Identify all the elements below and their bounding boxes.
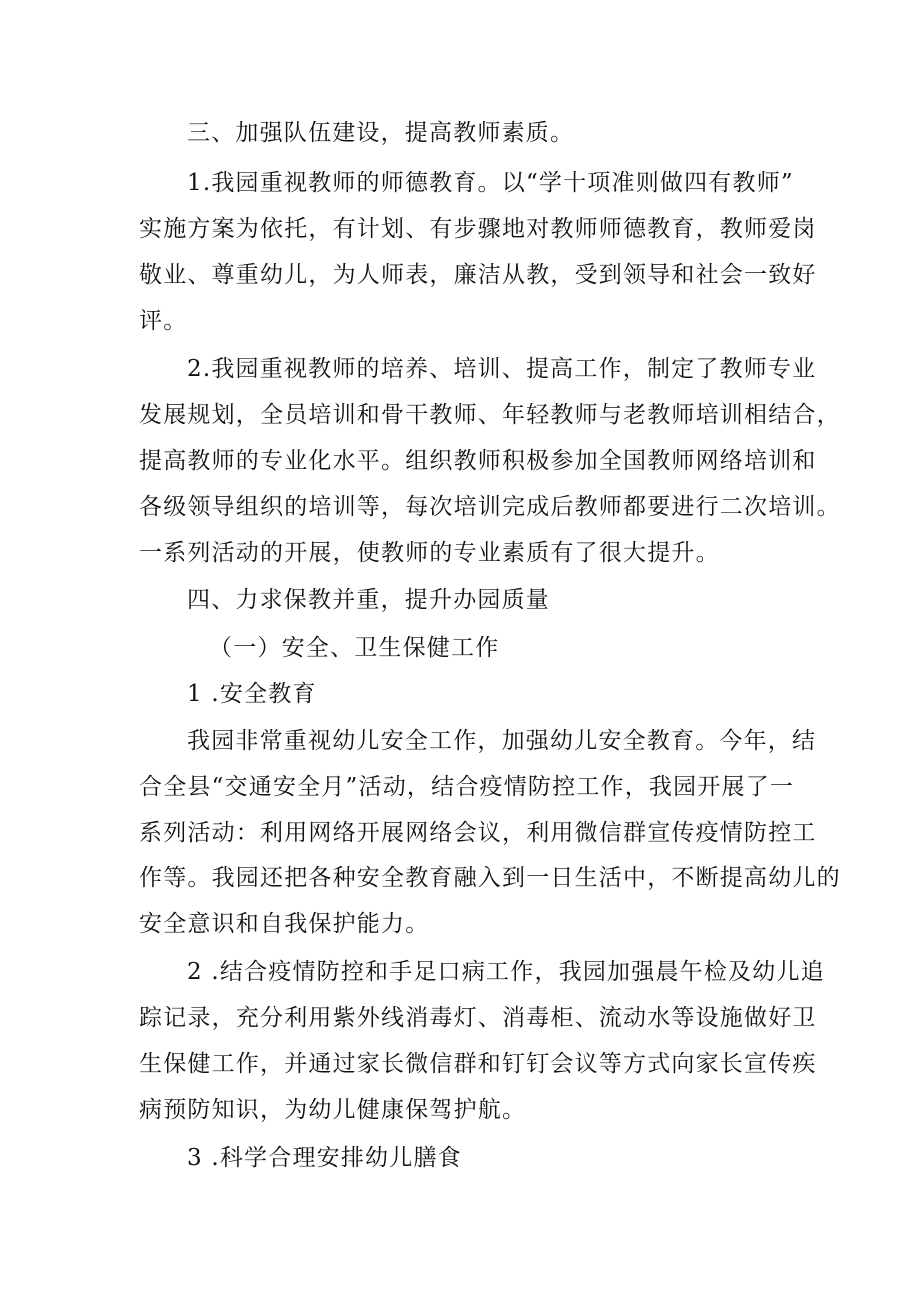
- section-heading-4: 四、力求保教并重，提升办园质量: [187, 587, 550, 613]
- paragraph-line: 1.我园重视教师的师德教育。以“学十项准则做四有教师”: [187, 170, 794, 196]
- paragraph-line: 系列活动：利用网络开展网络会议，利用微信群宣传疫情防控工: [139, 820, 817, 846]
- paragraph-line: 提高教师的专业化水平。组织教师积极参加全国教师网络培训和: [139, 448, 817, 474]
- section-heading-3: 三、加强队伍建设，提高教师素质。: [187, 120, 575, 146]
- paragraph-line: 2 .结合疫情防控和手足口病工作，我园加强晨午检及幼儿追: [187, 959, 825, 985]
- paragraph-line: 我园非常重视幼儿安全工作，加强幼儿安全教育。今年，结: [187, 728, 817, 754]
- paragraph-line: 安全意识和自我保护能力。: [139, 911, 430, 937]
- subsection-heading: （一）安全、卫生保健工作: [209, 635, 500, 661]
- item-heading: 1 .安全教育: [187, 681, 317, 707]
- paragraph-line: 一系列活动的开展，使教师的专业素质有了很大提升。: [139, 540, 720, 566]
- paragraph-line: 2.我园重视教师的培养、培训、提高工作，制定了教师专业: [187, 356, 817, 382]
- paragraph-line: 评。: [139, 308, 188, 334]
- paragraph-line: 各级领导组织的培训等，每次培训完成后教师都要进行二次培训。: [139, 494, 841, 520]
- item-heading: 3 .科学合理安排幼儿膳食: [187, 1145, 462, 1171]
- paragraph-line: 发展规划，全员培训和骨干教师、年轻教师与老教师培训相结合，: [139, 402, 841, 428]
- paragraph-line: 作等。我园还把各种安全教育融入到一日生活中，不断提高幼儿的: [139, 865, 841, 891]
- paragraph-line: 病预防知识，为幼儿健康保驾护航。: [139, 1097, 527, 1123]
- paragraph-line: 实施方案为依托，有计划、有步骤地对教师师德教育，教师爱岗: [139, 216, 817, 242]
- paragraph-line: 敬业、尊重幼儿，为人师表，廉洁从教，受到领导和社会一致好: [139, 262, 817, 288]
- paragraph-line: 踪记录，充分利用紫外线消毒灯、消毒柜、流动水等设施做好卫: [139, 1005, 817, 1031]
- paragraph-line: 生保健工作，并通过家长微信群和钉钉会议等方式向家长宣传疾: [139, 1051, 817, 1077]
- paragraph-line: 合全县“交通安全月”活动，结合疫情防控工作，我园开展了一: [139, 774, 795, 800]
